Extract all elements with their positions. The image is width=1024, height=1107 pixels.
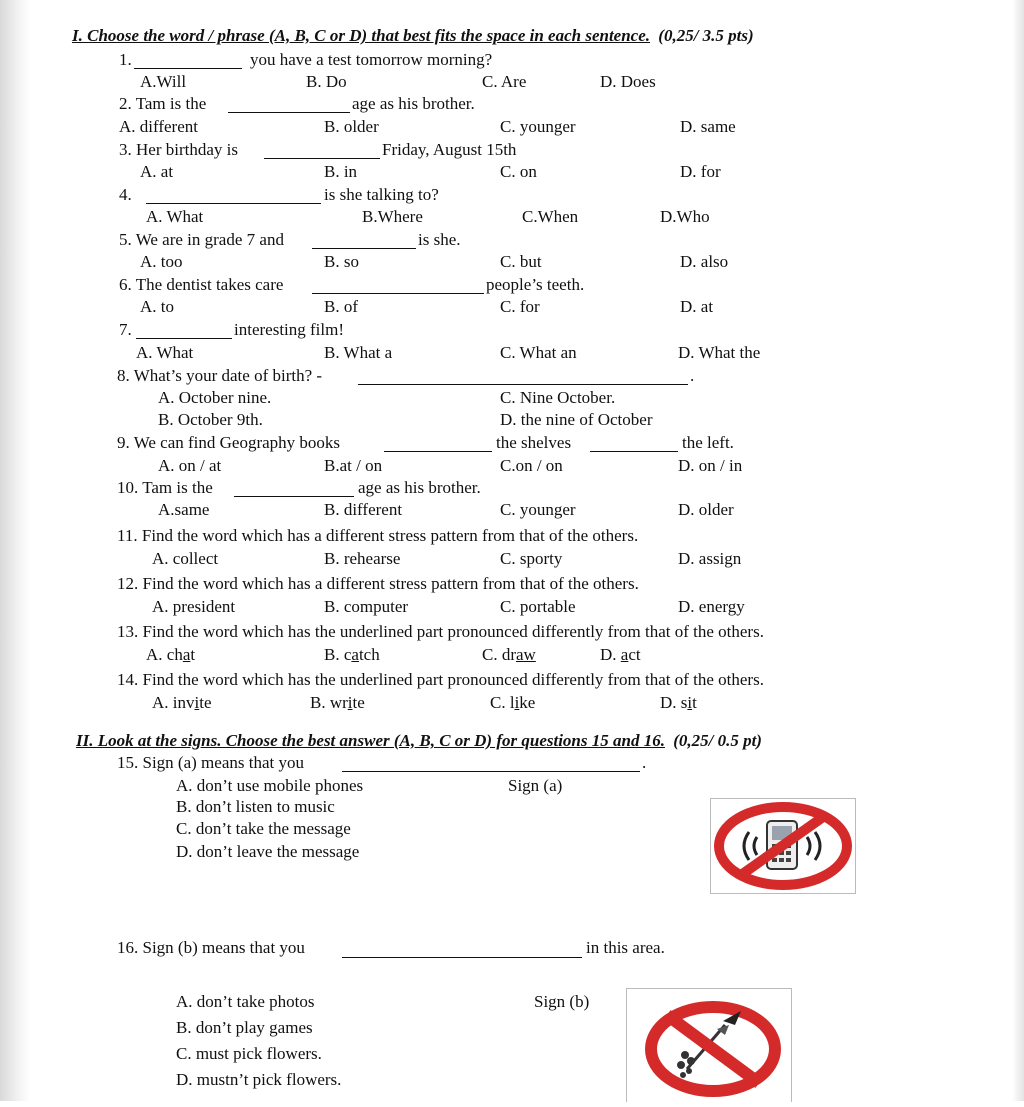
q12-option-b[interactable]: B. computer (324, 597, 409, 616)
q15-text-before: 15. Sign (a) means that you (117, 753, 304, 772)
q5-text-after: is she. (418, 230, 461, 249)
sign-a-image (710, 798, 856, 894)
q16-text-after: in this area. (586, 938, 665, 957)
q10-blank (234, 496, 354, 497)
q10-text-after: age as his brother. (358, 478, 481, 497)
q10-option-b[interactable]: B. different (324, 500, 403, 519)
q6-option-c[interactable]: C. for (500, 297, 540, 316)
q2-option-c[interactable]: C. younger (500, 117, 576, 136)
q3-blank (264, 158, 380, 159)
q9-option-c[interactable]: C.on / on (500, 456, 563, 475)
q9-text-before: 9. We can find Geography books (117, 433, 341, 452)
q13-b-pre: B. c (324, 645, 352, 664)
q14-a-post: te (199, 693, 212, 712)
q9-option-d[interactable]: D. on / in (678, 456, 743, 475)
q12-option-a[interactable]: A. president (152, 597, 236, 616)
q5-option-c[interactable]: C. but (500, 252, 542, 271)
q8-option-d[interactable]: D. the nine of October (500, 410, 653, 429)
q3-option-c[interactable]: C. on (500, 162, 537, 181)
q14-text: 14. Find the word which has the underlined part pronounced differently from that of the others. (117, 670, 764, 689)
q9-option-b[interactable]: B.at / on (324, 456, 383, 475)
q13-option-c[interactable] (482, 645, 536, 665)
q14-d-pre: D. s (660, 693, 688, 712)
page-left-shadow (0, 0, 30, 1101)
sign-b-image (626, 988, 792, 1102)
q5-option-d[interactable]: D. also (680, 252, 729, 271)
q4-option-b[interactable]: B.Where (362, 207, 423, 226)
q2-option-a[interactable]: A. different (119, 117, 198, 136)
q7-option-a[interactable]: A. What (136, 343, 194, 362)
q14-option-a[interactable] (152, 693, 212, 713)
q13-option-b[interactable] (324, 645, 380, 665)
page-right-shadow (1012, 0, 1024, 1101)
q6-blank (312, 293, 484, 294)
q3-option-a[interactable]: A. at (140, 162, 174, 181)
q9-blank-1 (384, 451, 492, 452)
no-mobile-phone-icon (711, 799, 855, 893)
q5-option-b[interactable]: B. so (324, 252, 359, 271)
q7-option-b[interactable]: B. What a (324, 343, 393, 362)
q14-option-d[interactable] (660, 693, 697, 713)
q4-text: is she talking to? (324, 185, 439, 204)
q13-c-underlined: aw (516, 645, 536, 664)
q13-a-post: t (190, 645, 196, 664)
q12-option-c[interactable]: C. portable (500, 597, 576, 616)
q14-b-pre: B. wr (310, 693, 348, 712)
q3-text-after: Friday, August 15th (382, 140, 517, 159)
q11-option-c[interactable]: C. sporty (500, 549, 563, 568)
q9-blank-2 (590, 451, 678, 452)
q10-option-d[interactable]: D. older (678, 500, 734, 519)
section1-title: I. Choose the word / phrase (A, B, C or D) that best fits the space in each sentence. (72, 26, 651, 45)
section2-header (76, 731, 762, 751)
q11-option-b[interactable]: B. rehearse (324, 549, 401, 568)
q1-blank (134, 68, 242, 69)
q7-number: 7. (119, 320, 132, 339)
q6-option-b[interactable]: B. of (324, 297, 358, 316)
q13-b-underlined: a (351, 645, 359, 664)
q13-text: 13. Find the word which has the underlined part pronounced differently from that of the others. (117, 622, 764, 641)
q10-option-c[interactable]: C. younger (500, 500, 576, 519)
section2-points: (0,25/ 0.5 pt) (673, 731, 762, 750)
q13-d-underlined: a (620, 645, 629, 664)
q4-option-d[interactable]: D.Who (660, 207, 710, 226)
q8-option-b[interactable]: B. October 9th. (158, 410, 263, 429)
q15-text-after: . (642, 753, 647, 772)
section1-header (72, 26, 754, 46)
q16-option-c[interactable]: C. must pick flowers. (176, 1044, 322, 1063)
q11-option-a[interactable]: A. collect (152, 549, 219, 568)
q16-option-b[interactable]: B. don’t play games (176, 1018, 313, 1037)
q7-option-d[interactable]: D. What the (678, 343, 761, 362)
q11-option-d[interactable]: D. assign (678, 549, 742, 568)
q16-text-before: 16. Sign (b) means that you (117, 938, 305, 957)
q16-option-d[interactable]: D. mustn’t pick flowers. (176, 1070, 342, 1089)
q15-option-b[interactable]: B. don’t listen to music (176, 797, 335, 816)
q8-text-after: . (690, 366, 695, 385)
q14-option-b[interactable] (310, 693, 365, 713)
q8-blank (358, 384, 688, 385)
q9-text-after: the left. (682, 433, 734, 452)
q6-option-a[interactable]: A. to (140, 297, 174, 316)
q13-a-pre: A. ch (146, 645, 183, 664)
q14-c-post: ke (519, 693, 536, 712)
q3-option-b[interactable]: B. in (324, 162, 358, 181)
section2-title: II. Look at the signs. Choose the best answer (A, B, C or D) for questions 15 and 16. (76, 731, 665, 750)
q14-a-pre: A. inv (152, 693, 195, 712)
q10-text-before: 10. Tam is the (117, 478, 213, 497)
q13-d-post: ct (628, 645, 641, 664)
q2-option-b[interactable]: B. older (324, 117, 379, 136)
q12-option-d[interactable]: D. energy (678, 597, 745, 616)
q4-blank (146, 203, 321, 204)
q13-option-d[interactable] (600, 645, 641, 665)
sign-b-label: Sign (b) (534, 992, 590, 1011)
q2-option-d[interactable]: D. same (680, 117, 736, 136)
q8-text-before: 8. What’s your date of birth? - (117, 366, 323, 385)
q13-c-pre: C. dr (482, 645, 516, 664)
q5-option-a[interactable]: A. too (140, 252, 183, 271)
q1-text: you have a test tomorrow morning? (250, 50, 493, 69)
q5-blank (312, 248, 416, 249)
q15-blank (342, 771, 640, 772)
q1-option-b[interactable]: B. Do (306, 72, 347, 91)
q14-d-post: t (692, 693, 697, 712)
q15-option-d[interactable]: D. don’t leave the message (176, 842, 360, 861)
q3-option-d[interactable]: D. for (680, 162, 721, 181)
q14-d-underlined: i (687, 693, 693, 712)
q16-blank (342, 957, 582, 958)
q5-text-before: 5. We are in grade 7 and (119, 230, 284, 249)
q14-c-underlined: i (514, 693, 520, 712)
q1-option-a[interactable]: A.Will (140, 72, 187, 91)
q15-option-c[interactable]: C. don’t take the message (176, 819, 351, 838)
q15-option-a[interactable]: A. don’t use mobile phones (176, 776, 364, 795)
section1-points: (0,25/ 3.5 pts) (658, 26, 754, 45)
q6-text-after: people’s teeth. (486, 275, 585, 294)
q7-blank (136, 338, 232, 339)
q2-blank (228, 112, 350, 113)
q8-option-c[interactable]: C. Nine October. (500, 388, 616, 407)
q14-b-underlined: i (347, 693, 353, 712)
sign-a-label: Sign (a) (508, 776, 563, 795)
q1-option-c[interactable]: C. Are (482, 72, 527, 91)
q9-option-a[interactable]: A. on / at (158, 456, 222, 475)
q14-a-underlined: i (194, 693, 200, 712)
q4-number: 4. (119, 185, 132, 204)
q2-text-before: 2. Tam is the (119, 94, 207, 113)
q4-option-a[interactable]: A. What (146, 207, 204, 226)
q16-option-a[interactable]: A. don’t take photos (176, 992, 315, 1011)
q6-option-d[interactable]: D. at (680, 297, 714, 316)
q13-option-a[interactable] (146, 645, 195, 665)
q1-number: 1. (119, 50, 132, 69)
q13-b-post: tch (358, 645, 380, 664)
q4-option-c[interactable]: C.When (522, 207, 579, 226)
q10-option-a[interactable]: A.same (158, 500, 210, 519)
q13-d-pre: D. (600, 645, 621, 664)
no-picking-flowers-icon (627, 989, 791, 1102)
q11-text: 11. Find the word which has a different stress pattern from that of the others. (117, 526, 639, 545)
q6-text-before: 6. The dentist takes care (119, 275, 284, 294)
q14-option-c[interactable] (490, 693, 535, 713)
q7-text: interesting film! (234, 320, 345, 339)
q12-text: 12. Find the word which has a different stress pattern from that of the others. (117, 574, 639, 593)
q14-c-pre: C. l (490, 693, 515, 712)
q14-b-post: te (352, 693, 365, 712)
q3-text-before: 3. Her birthday is (119, 140, 238, 159)
q13-a-underlined: a (182, 645, 191, 664)
q1-option-d[interactable]: D. Does (600, 72, 656, 91)
q2-text-after: age as his brother. (352, 94, 475, 113)
q7-option-c[interactable]: C. What an (500, 343, 577, 362)
q9-text-middle: the shelves (496, 433, 572, 452)
q8-option-a[interactable]: A. October nine. (158, 388, 272, 407)
